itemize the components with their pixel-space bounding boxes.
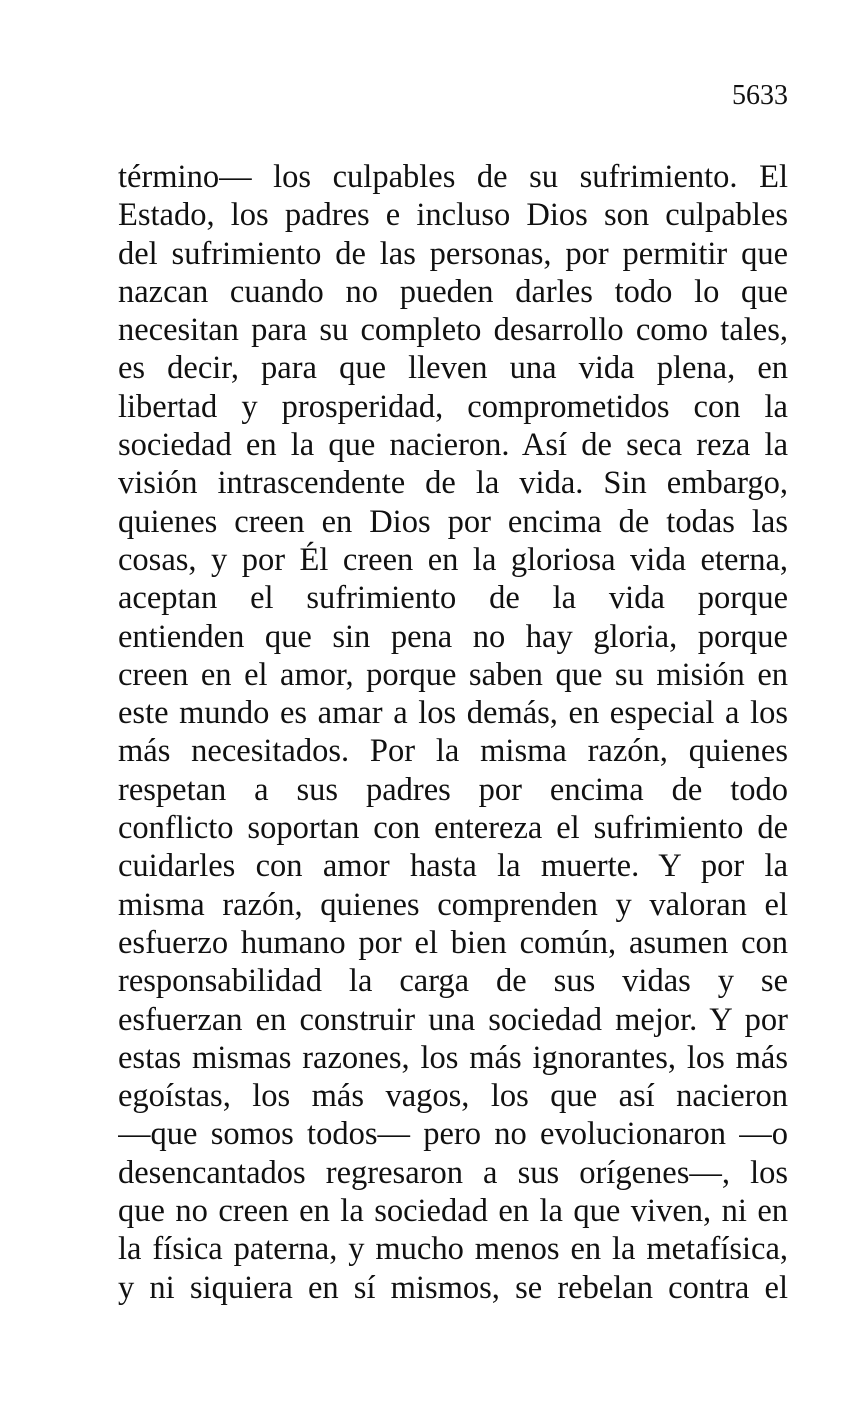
text-line: cosas, y por Él creen en la gloriosa vida eterna, <box>118 541 788 578</box>
text-line: creen en el amor, porque saben que su misión en <box>118 656 788 693</box>
text-line: que no creen en la sociedad en la que viven, ni en <box>118 1193 788 1230</box>
text-line: —que somos todos— pero no evolucionaron —o <box>118 1116 788 1153</box>
text-line: nazcan cuando no pueden darles todo lo que <box>118 273 788 310</box>
text-line: visión intrascendente de la vida. Sin embargo, <box>118 465 788 502</box>
text-line: misma razón, quienes comprenden y valoran el <box>118 886 788 923</box>
body-text <box>118 158 788 1307</box>
text-line: libertad y prosperidad, comprometidos con la <box>118 388 788 425</box>
text-line: este mundo es amar a los demás, en especial a los <box>118 695 788 732</box>
text-line: la física paterna, y mucho menos en la metafísica, <box>118 1231 788 1268</box>
text-line: egoístas, los más vagos, los que así nacieron <box>118 1078 788 1115</box>
text-line: sociedad en la que nacieron. Así de seca reza la <box>118 427 788 464</box>
text-line: conflicto soportan con entereza el sufrimiento de <box>118 810 788 847</box>
text-line: esfuerzo humano por el bien común, asumen con <box>118 924 788 961</box>
text-line: es decir, para que lleven una vida plena, en <box>118 350 788 387</box>
text-line: cuidarles con amor hasta la muerte. Y por la <box>118 848 788 885</box>
text-line: necesitan para su completo desarrollo como tales, <box>118 312 788 349</box>
text-line: término— los culpables de su sufrimiento. El <box>118 159 788 195</box>
text-line: quienes creen en Dios por encima de todas las <box>118 503 788 540</box>
text-line: aceptan el sufrimiento de la vida porque <box>118 580 788 617</box>
text-line: Estado, los padres e incluso Dios son culpables <box>118 197 788 234</box>
text-line: más necesitados. Por la misma razón, quienes <box>118 733 788 770</box>
text-line: esfuerzan en construir una sociedad mejor. Y por <box>118 1001 788 1038</box>
text-line: del sufrimiento de las personas, por permitir que <box>118 235 788 272</box>
text-line: responsabilidad la carga de sus vidas y se <box>118 963 788 1000</box>
text-line: entienden que sin pena no hay gloria, porque <box>118 618 788 655</box>
text-line: desencantados regresaron a sus orígenes—, los <box>118 1154 788 1191</box>
text-line: estas mismas razones, los más ignorantes, los más <box>118 1039 788 1076</box>
text-line: y ni siquiera en sí mismos, se rebelan contra el <box>118 1269 788 1306</box>
text-line: respetan a sus padres por encima de todo <box>118 771 788 808</box>
page-number: 5633 <box>732 80 788 111</box>
